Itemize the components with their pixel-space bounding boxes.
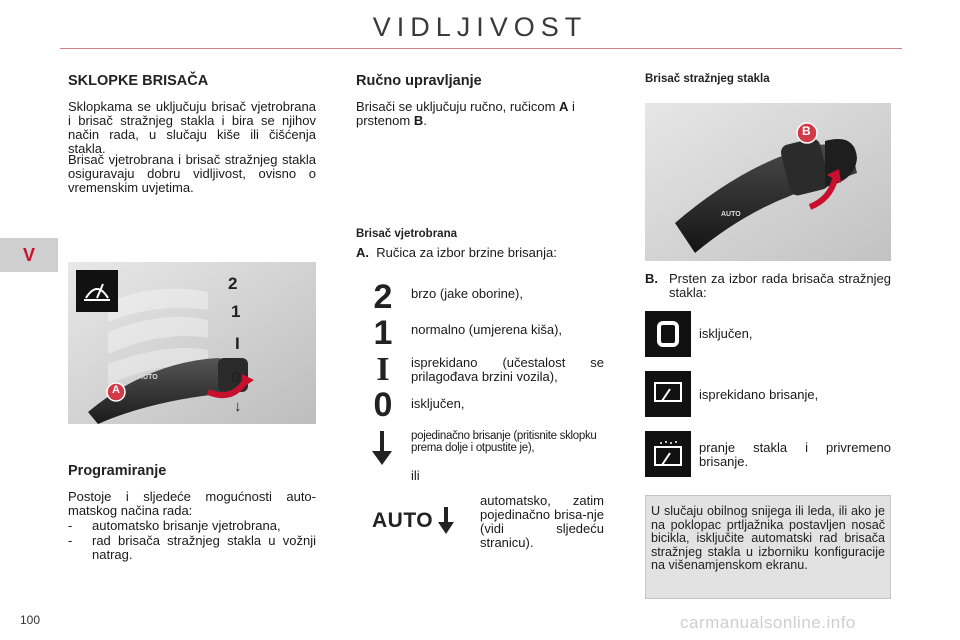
figure-pos-2: 2 [228, 274, 238, 293]
figure-pos-0: 0 [231, 368, 241, 387]
chapter-tab: V [0, 238, 58, 272]
snow-note-box: U slučaju obilnog snijega ili leda, ili ako je na poklopac prtljažnika postavljen nosač bicikla, isključite automatski rad brisača stražnjeg stakla u izborniku konfiguracije na višenamjenskom ekranu. [645, 495, 891, 599]
wiper-stalk-figure [68, 262, 316, 424]
figure-down-arrow-icon: ↓ [234, 398, 242, 415]
rear-off-text: isključen, [699, 326, 753, 341]
speed-1-icon: 1 [373, 314, 393, 352]
list-item: - automatsko brisanje vjetrobrana, [68, 518, 281, 533]
page-title: VIDLJIVOST [372, 12, 588, 42]
speed-1-text: normalno (umjerena kiša), [411, 322, 563, 337]
figure-pos-i: I [235, 334, 240, 353]
rear-figure-auto-label: AUTO [721, 211, 741, 218]
switches-paragraph-2: Brisač vjetrobrana i brisač stražnjeg stakla osiguravaju dobru vidljivost, ovisno o vremenskim uvjetima. [68, 152, 316, 195]
single-wipe-text: pojedinačno brisanje (pritisnite sklopku prema dolje i otpustite je), [411, 430, 597, 454]
off-position-text: isključen, [411, 396, 465, 411]
header-rule [60, 48, 902, 49]
rear-wiper-title: Brisač stražnjeg stakla [645, 73, 770, 85]
auto-arrow-icon [437, 507, 455, 535]
programming-text: Postoje i sljedeće mogućnosti auto-matskog načina rada: [68, 489, 316, 518]
callout-b: B [802, 124, 811, 138]
off-icon [645, 311, 691, 357]
off-position-icon: 0 [373, 386, 393, 424]
page-number: 100 [20, 613, 41, 627]
watermark: carmanualsonline.info [680, 613, 856, 632]
rear-wash-text: pranje stakla i privremeno brisanje. [699, 440, 891, 469]
programming-list [68, 519, 316, 562]
rear-intermittent-text: isprekidano brisanje, [699, 387, 819, 402]
intermittent-icon: I [376, 351, 390, 388]
ring-b-line: B. Prsten za izbor rada brisača stražnjeg stakla: [645, 271, 891, 300]
rear-wash-icon [645, 431, 691, 477]
wiper-a-line: A. Ručica za izbor brzine brisanja: [356, 245, 557, 260]
speed-2-text: brzo (jake oborine), [411, 286, 523, 301]
section-title-programming: Programiranje [68, 463, 167, 479]
auto-icon: AUTO [372, 507, 455, 535]
callout-a: A [112, 384, 120, 396]
section-title-manual: Ručno upravljanje [356, 73, 482, 89]
auto-text: automatsko, zatim pojedinačno brisa-nje (vidi sljedeću stranicu). [480, 493, 604, 550]
speed-2-icon: 2 [373, 278, 393, 316]
switches-paragraph-1: Sklopkama se uključuju brisač vjetrobrana i brisač stražnjeg stakla i bira se njihov način rada, u slučaju kiše ili čišćenja stakla. [68, 99, 316, 156]
section-title-switches: SKLOPKE BRISAČA [68, 73, 209, 89]
list-item: - rad brisača stražnjeg stakla u vožnji natrag. [68, 533, 316, 562]
intermittent-text: isprekidano (učestalost se prilagođava brzini vozila), [411, 355, 604, 384]
rear-intermittent-icon [645, 371, 691, 417]
figure-auto-label: AUTO [138, 374, 158, 381]
single-wipe-arrow-icon [371, 431, 393, 467]
or-text: ili [411, 468, 420, 483]
manual-intro: Brisači se uključuju ručno, ručicom A i prstenom B. [356, 99, 575, 128]
windscreen-wiper-title: Brisač vjetrobrana [356, 228, 457, 240]
figure-pos-1: 1 [231, 302, 241, 321]
rear-wiper-figure [645, 103, 891, 261]
